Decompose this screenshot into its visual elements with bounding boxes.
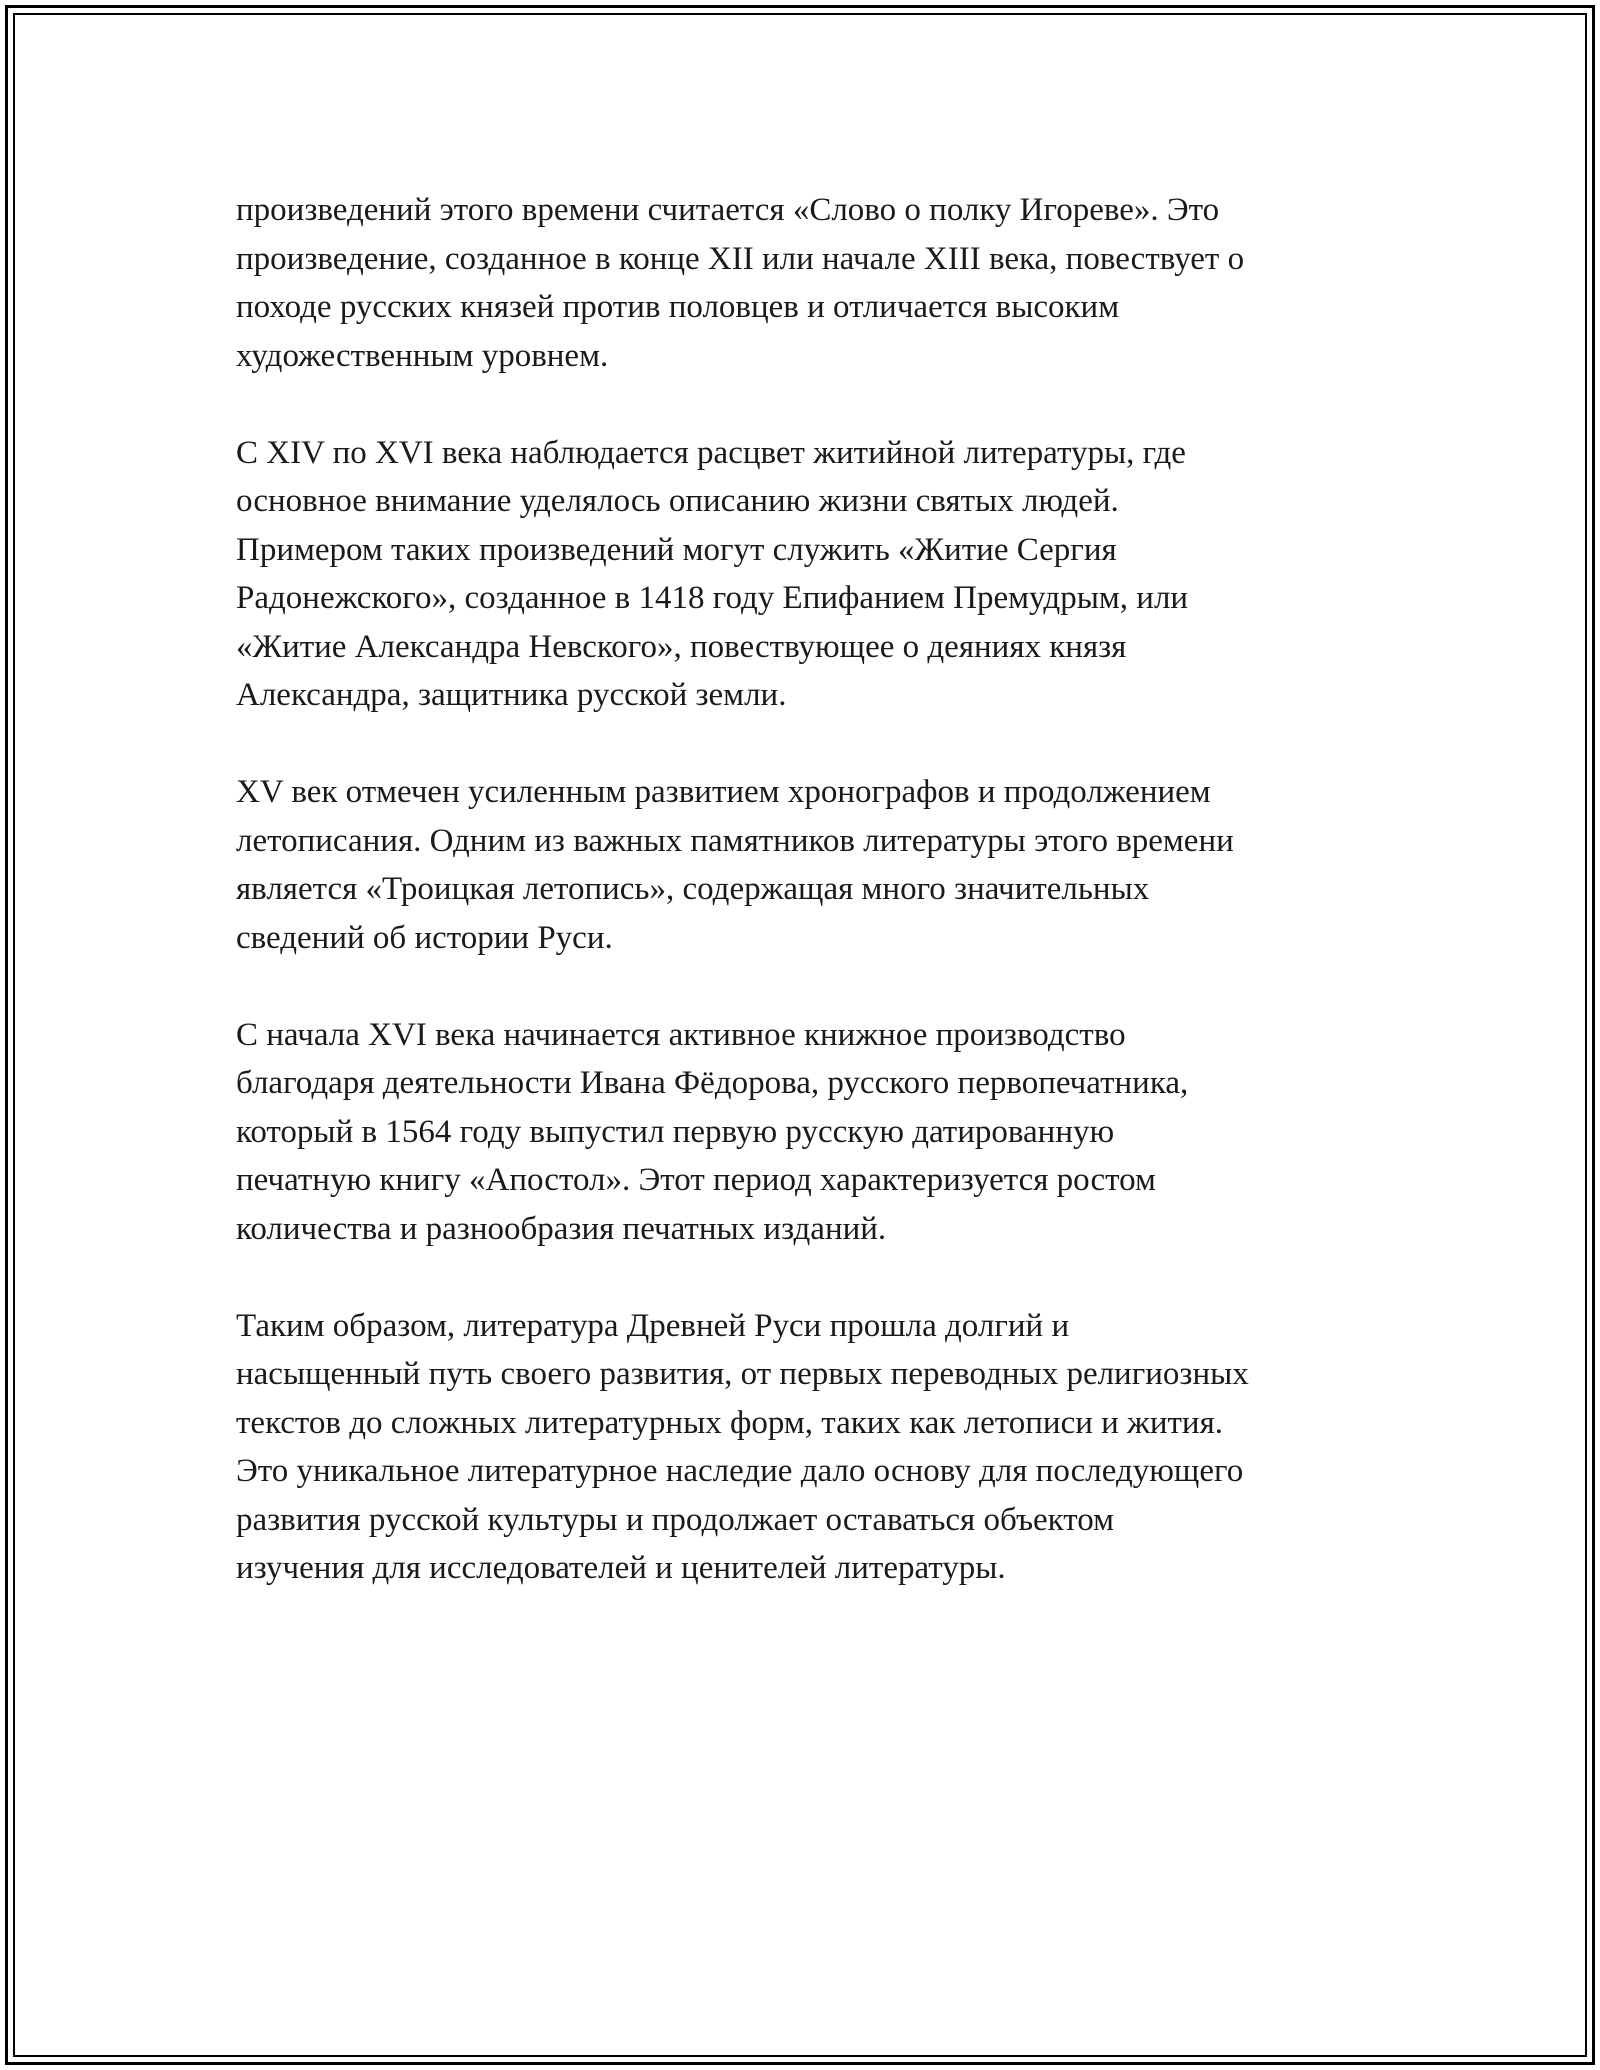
text-line: Таким образом, литература Древней Руси прошла долгий и (236, 1307, 1070, 1344)
text-line: сведений об истории Руси. (236, 919, 613, 956)
text-line: благодаря деятельности Ивана Фёдорова, русского первопечатника, (236, 1065, 1189, 1101)
text-line: основное внимание уделялось описанию жизни святых людей. (236, 483, 1119, 519)
text-line: С XIV по XVI века наблюдается расцвет житийной литературы, где (236, 434, 1186, 471)
paragraph-2 (236, 429, 1376, 720)
text-line: является «Троицкая летопись», содержащая много значительных (236, 871, 1150, 907)
paragraph-3 (236, 768, 1376, 962)
text-line: текстов до сложных литературных форм, таких как летописи и жития. (236, 1404, 1224, 1441)
text-line: развития русской культуры и продолжает оставаться объектом (236, 1501, 1114, 1538)
paragraph-4 (236, 1011, 1376, 1254)
text-line: походе русских князей против половцев и отличается высоким (236, 289, 1120, 325)
text-line: печатную книгу «Апостол». Этот период характеризуется ростом (236, 1162, 1156, 1198)
text-line: количества и разнообразия печатных изданий. (236, 1210, 887, 1247)
text-line: насыщенный путь своего развития, от первых переводных религиозных (236, 1356, 1249, 1392)
paragraph-1 (236, 186, 1376, 380)
document-body (236, 186, 1376, 1641)
text-line: изучения для исследователей и ценителей литературы. (236, 1550, 1006, 1586)
text-line: произведений этого времени считается «Слово о полку Игореве». Это (236, 192, 1220, 228)
text-line: который в 1564 году выпустил первую русскую датированную (236, 1113, 1115, 1150)
text-line: произведение, созданное в конце XII или начале XIII века, повествует о (236, 240, 1245, 277)
paragraph-5 (236, 1302, 1376, 1593)
text-line: «Житие Александра Невского», повествующее о деяниях князя (236, 628, 1127, 665)
text-line: Александра, защитника русской земли. (236, 677, 787, 713)
text-line: С начала XVI века начинается активное книжное производство (236, 1016, 1126, 1053)
text-line: Радонежского», созданное в 1418 году Епифанием Премудрым, или (236, 580, 1189, 616)
text-line: летописания. Одним из важных памятников литературы этого времени (236, 822, 1234, 859)
text-line: Примером таких произведений могут служить «Житие Сергия (236, 531, 1117, 568)
text-line: XV век отмечен усиленным развитием хронографов и продолжением (236, 774, 1211, 810)
text-line: Это уникальное литературное наследие дало основу для последующего (236, 1453, 1244, 1489)
text-line: художественным уровнем. (236, 337, 609, 374)
